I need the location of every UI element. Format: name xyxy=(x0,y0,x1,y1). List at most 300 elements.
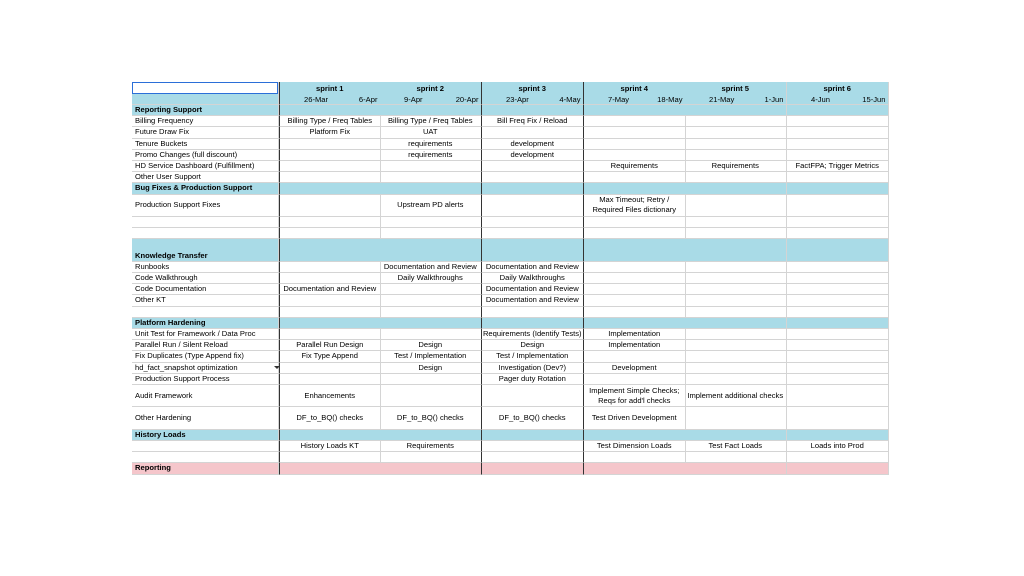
sprint-cell[interactable] xyxy=(279,318,381,329)
label-text: Bug Fixes & Production Support xyxy=(135,183,253,193)
sprint-start-date: 9-Apr xyxy=(404,95,423,104)
sprint-cell[interactable] xyxy=(584,351,686,362)
sprint-cell[interactable] xyxy=(380,217,482,228)
sprint-cell[interactable] xyxy=(380,284,482,295)
sprint-cell[interactable] xyxy=(482,284,584,295)
sprint-cell[interactable] xyxy=(482,307,584,318)
cell-text-line: DF_to_BQ() checks xyxy=(296,413,364,423)
sprint-cell[interactable] xyxy=(685,430,787,441)
cell-text xyxy=(482,139,583,149)
sprint-cell[interactable] xyxy=(380,363,482,374)
sprint-end-date: 15-Jun xyxy=(862,95,886,104)
cell-text-line: Test / Implementation xyxy=(394,351,467,361)
section-row xyxy=(132,430,892,441)
cell-text-line: Reqs for add'l checks xyxy=(598,395,671,405)
sprint-cell[interactable] xyxy=(482,239,584,261)
cell-text xyxy=(787,161,888,171)
sprint-end-date: 1-Jun xyxy=(764,95,784,104)
sprint-header-4 xyxy=(584,82,686,105)
sprint-cell[interactable] xyxy=(279,340,381,351)
cell-text-line: Documentation and Review xyxy=(485,261,579,271)
label-text xyxy=(135,228,278,238)
label-text: hd_fact_snapshot optimization xyxy=(135,362,238,372)
cell-text xyxy=(482,374,583,384)
cell-text xyxy=(482,116,583,126)
sprint-cell[interactable] xyxy=(279,228,381,239)
sprint-cell[interactable] xyxy=(787,127,889,138)
sprint-name: sprint 5 xyxy=(721,84,749,93)
sprint-cell[interactable] xyxy=(685,407,787,429)
sprint-cell[interactable] xyxy=(685,262,787,273)
sprint-cell[interactable] xyxy=(482,161,584,172)
cell-text-line: Documentation and Review xyxy=(485,295,579,305)
task-row xyxy=(132,374,892,385)
sprint-cell[interactable] xyxy=(685,273,787,284)
sprint-cell[interactable] xyxy=(685,217,787,228)
sprint-cell[interactable] xyxy=(685,452,787,463)
sprint-cell[interactable] xyxy=(787,139,889,150)
sprint-cell[interactable] xyxy=(482,385,584,407)
sprint-cell[interactable] xyxy=(685,139,787,150)
task-label[interactable] xyxy=(132,329,279,340)
sprint-cell[interactable] xyxy=(482,105,584,116)
task-label[interactable] xyxy=(132,150,279,161)
sprint-cell[interactable] xyxy=(685,340,787,351)
sprint-cell[interactable] xyxy=(279,441,381,452)
cell-text xyxy=(280,127,380,137)
section-label[interactable] xyxy=(132,183,279,194)
blank-row xyxy=(132,307,892,318)
label-text xyxy=(135,452,278,462)
cell-text xyxy=(584,195,685,216)
sprint-cell[interactable] xyxy=(584,385,686,407)
sprint-cell[interactable] xyxy=(279,407,381,429)
sprint-name: sprint 1 xyxy=(316,84,344,93)
task-label[interactable] xyxy=(132,307,279,318)
sprint-cell[interactable] xyxy=(380,183,482,194)
sprint-cell[interactable] xyxy=(279,239,381,261)
sprint-cell[interactable] xyxy=(685,161,787,172)
sprint-cell[interactable] xyxy=(482,262,584,273)
sprint-cell[interactable] xyxy=(380,262,482,273)
sprint-cell[interactable] xyxy=(584,463,686,474)
sprint-cell[interactable] xyxy=(584,273,686,284)
section-label[interactable] xyxy=(132,239,279,261)
label-text: Reporting xyxy=(135,463,171,473)
sprint-cell[interactable] xyxy=(482,318,584,329)
cell-text xyxy=(584,441,685,451)
cell-text xyxy=(380,150,481,160)
cell-text-line: Parallel Run Design xyxy=(296,340,364,350)
cell-text xyxy=(380,262,481,272)
section-label[interactable] xyxy=(132,463,279,474)
sprint-cell[interactable] xyxy=(482,430,584,441)
cell-text xyxy=(482,329,583,339)
sprint-cell[interactable] xyxy=(279,183,381,194)
sprint-start-date: 23-Apr xyxy=(506,95,529,104)
sprint-cell[interactable] xyxy=(685,105,787,116)
sprint-cell[interactable] xyxy=(482,351,584,362)
sprint-cell[interactable] xyxy=(685,385,787,407)
cell-text xyxy=(482,407,583,428)
sprint-cell[interactable] xyxy=(380,374,482,385)
sprint-cell[interactable] xyxy=(380,407,482,429)
sprint-cell[interactable] xyxy=(787,441,889,452)
task-label[interactable] xyxy=(132,351,279,362)
cell-text-line: Requirements (Identify Tests) xyxy=(482,329,582,339)
cell-text xyxy=(280,351,380,361)
label-text: HD Service Dashboard (Fulfillment) xyxy=(135,161,255,171)
sprint-cell[interactable] xyxy=(584,228,686,239)
sprint-cell[interactable] xyxy=(685,172,787,183)
sprint-cell[interactable] xyxy=(380,228,482,239)
sprint-cell[interactable] xyxy=(787,318,889,329)
task-label[interactable] xyxy=(132,273,279,284)
cell-text-line: Documentation and Review xyxy=(383,261,477,271)
sprint-cell[interactable] xyxy=(279,329,381,340)
sprint-cell[interactable] xyxy=(279,161,381,172)
sprint-cell[interactable] xyxy=(787,452,889,463)
sprint-cell[interactable] xyxy=(584,262,686,273)
sprint-cell[interactable] xyxy=(279,273,381,284)
sprint-cell[interactable] xyxy=(787,351,889,362)
sprint-cell[interactable] xyxy=(482,195,584,217)
sprint-cell[interactable] xyxy=(685,150,787,161)
sprint-cell[interactable] xyxy=(380,351,482,362)
sprint-cell[interactable] xyxy=(482,363,584,374)
label-text: Production Support Process xyxy=(135,373,230,383)
sprint-cell[interactable] xyxy=(380,239,482,261)
sprint-cell[interactable] xyxy=(584,127,686,138)
cell-text xyxy=(380,351,481,361)
sprint-cell[interactable] xyxy=(787,183,889,194)
blank-row xyxy=(132,217,892,228)
sprint-cell[interactable] xyxy=(380,172,482,183)
sprint-cell[interactable] xyxy=(787,463,889,474)
sprint-cell[interactable] xyxy=(787,239,889,261)
sprint-cell[interactable] xyxy=(482,452,584,463)
cell-text-line: Design xyxy=(418,340,443,350)
sprint-cell[interactable] xyxy=(685,239,787,261)
sprint-cell[interactable] xyxy=(482,172,584,183)
sprint-cell[interactable] xyxy=(482,295,584,306)
sprint-name: sprint 4 xyxy=(620,84,648,93)
sprint-cell[interactable] xyxy=(380,295,482,306)
sprint-cell[interactable] xyxy=(279,262,381,273)
sprint-cell[interactable] xyxy=(279,127,381,138)
cell-text xyxy=(584,407,685,428)
task-label[interactable] xyxy=(132,407,279,429)
sprint-cell[interactable] xyxy=(787,262,889,273)
sprint-cell[interactable] xyxy=(482,463,584,474)
sprint-cell[interactable] xyxy=(482,340,584,351)
task-label[interactable] xyxy=(132,374,279,385)
sprint-cell[interactable] xyxy=(787,228,889,239)
sprint-cell[interactable] xyxy=(482,407,584,429)
cell-text-line: Documentation and Review xyxy=(485,284,579,294)
task-label[interactable] xyxy=(132,195,279,217)
sprint-cell[interactable] xyxy=(787,385,889,407)
cell-text-line: UAT xyxy=(422,127,438,137)
sprint-cell[interactable] xyxy=(482,441,584,452)
cell-selection-box[interactable] xyxy=(132,82,278,94)
sprint-cell[interactable] xyxy=(279,452,381,463)
sprint-cell[interactable] xyxy=(380,150,482,161)
task-label[interactable] xyxy=(132,452,279,463)
sprint-cell[interactable] xyxy=(685,228,787,239)
cell-text xyxy=(584,340,685,350)
task-label[interactable] xyxy=(132,340,279,351)
sprint-cell[interactable] xyxy=(380,307,482,318)
sprint-cell[interactable] xyxy=(685,295,787,306)
sprint-cell[interactable] xyxy=(685,351,787,362)
sprint-cell[interactable] xyxy=(380,318,482,329)
task-label[interactable] xyxy=(132,172,279,183)
label-text: Production Support Fixes xyxy=(135,200,221,210)
cell-text-line: FactFPA; Trigger Metrics xyxy=(795,161,879,171)
name-box-cell[interactable] xyxy=(132,82,279,105)
sprint-cell[interactable] xyxy=(584,195,686,217)
sprint-cell[interactable] xyxy=(685,463,787,474)
sprint-cell[interactable] xyxy=(279,295,381,306)
cell-text-line: Max Timeout; Retry / xyxy=(599,195,670,205)
sprint-cell[interactable] xyxy=(787,374,889,385)
cell-text xyxy=(280,340,380,350)
sprint-cell[interactable] xyxy=(584,340,686,351)
sprint-cell[interactable] xyxy=(787,340,889,351)
sprint-cell[interactable] xyxy=(380,385,482,407)
sprint-cell[interactable] xyxy=(584,183,686,194)
sprint-cell[interactable] xyxy=(787,273,889,284)
sprint-cell[interactable] xyxy=(279,139,381,150)
sprint-cell[interactable] xyxy=(584,139,686,150)
sprint-cell[interactable] xyxy=(584,441,686,452)
sprint-cell[interactable] xyxy=(380,273,482,284)
sprint-cell[interactable] xyxy=(787,329,889,340)
sprint-cell[interactable] xyxy=(482,329,584,340)
sprint-cell[interactable] xyxy=(279,430,381,441)
sprint-cell[interactable] xyxy=(685,307,787,318)
sprint-cell[interactable] xyxy=(482,273,584,284)
sprint-cell[interactable] xyxy=(787,172,889,183)
cell-text-line: requirements xyxy=(408,138,453,148)
label-text: Future Draw Fix xyxy=(135,127,190,137)
task-row xyxy=(132,116,892,127)
sprint-cell[interactable] xyxy=(482,228,584,239)
sprint-cell[interactable] xyxy=(482,374,584,385)
cell-text-line: Billing Type / Freq Tables xyxy=(387,116,473,126)
sprint-cell[interactable] xyxy=(787,407,889,429)
cell-text xyxy=(380,273,481,283)
task-label[interactable] xyxy=(132,139,279,150)
cell-text-line: Design xyxy=(520,340,545,350)
sprint-cell[interactable] xyxy=(380,139,482,150)
sprint-cell[interactable] xyxy=(482,150,584,161)
cell-text xyxy=(482,363,583,373)
sprint-cell[interactable] xyxy=(380,127,482,138)
sprint-start-date: 26-Mar xyxy=(304,95,329,104)
cell-text xyxy=(482,262,583,272)
cell-text-line: Implement additional checks xyxy=(687,390,784,400)
sprint-cell[interactable] xyxy=(482,217,584,228)
sprint-cell[interactable] xyxy=(279,105,381,116)
sprint-cell[interactable] xyxy=(685,195,787,217)
sprint-cell[interactable] xyxy=(584,329,686,340)
sprint-cell[interactable] xyxy=(584,239,686,261)
sprint-cell[interactable] xyxy=(482,116,584,127)
sprint-cell[interactable] xyxy=(279,374,381,385)
sprint-cell[interactable] xyxy=(787,430,889,441)
sprint-cell[interactable] xyxy=(787,217,889,228)
section-label[interactable] xyxy=(132,430,279,441)
sprint-cell[interactable] xyxy=(279,217,381,228)
sprint-cell[interactable] xyxy=(787,363,889,374)
task-row xyxy=(132,195,892,217)
sprint-cell[interactable] xyxy=(584,407,686,429)
task-row xyxy=(132,363,892,374)
sprint-cell[interactable] xyxy=(584,217,686,228)
sprint-cell[interactable] xyxy=(380,116,482,127)
sprint-cell[interactable] xyxy=(787,116,889,127)
sprint-cell[interactable] xyxy=(380,452,482,463)
sprint-cell[interactable] xyxy=(787,150,889,161)
task-row xyxy=(132,407,892,429)
cell-text xyxy=(482,351,583,361)
sprint-cell[interactable] xyxy=(584,161,686,172)
sprint-cell[interactable] xyxy=(584,105,686,116)
task-label[interactable] xyxy=(132,161,279,172)
cell-text-line: requirements xyxy=(408,149,453,159)
cell-text-line: Fix Type Append xyxy=(301,351,358,361)
sprint-cell[interactable] xyxy=(584,307,686,318)
sprint-cell[interactable] xyxy=(279,195,381,217)
sprint-cell[interactable] xyxy=(685,284,787,295)
sprint-cell[interactable] xyxy=(584,116,686,127)
spreadsheet[interactable] xyxy=(132,82,892,496)
section-row xyxy=(132,318,892,329)
cell-text-line: Implementation xyxy=(608,340,661,350)
cell-text xyxy=(380,441,481,451)
sprint-cell[interactable] xyxy=(787,105,889,116)
task-label[interactable] xyxy=(132,385,279,407)
sprint-cell[interactable] xyxy=(482,127,584,138)
task-row xyxy=(132,150,892,161)
sprint-cell[interactable] xyxy=(584,318,686,329)
sprint-cell[interactable] xyxy=(584,150,686,161)
sprint-cell[interactable] xyxy=(380,430,482,441)
sprint-cell[interactable] xyxy=(279,363,381,374)
task-row xyxy=(132,441,892,452)
sprint-cell[interactable] xyxy=(279,150,381,161)
sprint-cell[interactable] xyxy=(380,195,482,217)
sprint-cell[interactable] xyxy=(279,351,381,362)
task-label[interactable] xyxy=(132,116,279,127)
sprint-header-3 xyxy=(482,82,584,105)
sprint-cell[interactable] xyxy=(787,161,889,172)
sprint-cell[interactable] xyxy=(787,195,889,217)
sprint-cell[interactable] xyxy=(482,139,584,150)
cell-text-line: Loads into Prod xyxy=(810,441,864,451)
cell-text xyxy=(280,441,380,451)
cell-text xyxy=(380,407,481,428)
cell-text xyxy=(584,363,685,373)
sprint-cell[interactable] xyxy=(380,161,482,172)
sprint-cell[interactable] xyxy=(584,172,686,183)
label-text: Reporting Support xyxy=(135,105,203,115)
task-label[interactable] xyxy=(132,262,279,273)
sprint-cell[interactable] xyxy=(685,183,787,194)
label-text: Knowledge Transfer xyxy=(135,250,208,260)
cell-text-line: Documentation and Review xyxy=(283,284,377,294)
sprint-cell[interactable] xyxy=(584,452,686,463)
cell-text xyxy=(482,295,583,305)
task-label[interactable] xyxy=(132,284,279,295)
sprint-cell[interactable] xyxy=(685,374,787,385)
task-label[interactable] xyxy=(132,363,279,374)
sprint-cell[interactable] xyxy=(787,284,889,295)
sprint-cell[interactable] xyxy=(279,307,381,318)
sprint-cell[interactable] xyxy=(279,172,381,183)
sprint-cell[interactable] xyxy=(380,463,482,474)
sprint-start-date: 21-May xyxy=(709,95,735,104)
sprint-cell[interactable] xyxy=(685,441,787,452)
sprint-cell[interactable] xyxy=(584,374,686,385)
label-text xyxy=(135,441,278,451)
cell-text xyxy=(280,385,380,406)
sprint-end-date: 6-Apr xyxy=(358,95,378,104)
sprint-cell[interactable] xyxy=(685,116,787,127)
sprint-cell[interactable] xyxy=(380,105,482,116)
sprint-cell[interactable] xyxy=(279,385,381,407)
sprint-cell[interactable] xyxy=(584,284,686,295)
cell-text-line: Requirements xyxy=(711,161,759,171)
sprint-cell[interactable] xyxy=(685,127,787,138)
sprint-cell[interactable] xyxy=(380,441,482,452)
cell-text-line: Bill Freq Fix / Reload xyxy=(497,116,568,126)
cell-text-line: Requirements xyxy=(406,441,454,451)
sprint-cell[interactable] xyxy=(482,183,584,194)
sprint-cell[interactable] xyxy=(787,307,889,318)
sprint-cell[interactable] xyxy=(279,284,381,295)
sprint-cell[interactable] xyxy=(584,295,686,306)
blank-row xyxy=(132,228,892,239)
cell-text-line: Required Files dictionary xyxy=(592,205,677,215)
cell-text xyxy=(280,407,380,428)
sprint-cell[interactable] xyxy=(685,329,787,340)
sprint-cell[interactable] xyxy=(380,329,482,340)
cell-text-line: Enhancements xyxy=(304,390,356,400)
sprint-cell[interactable] xyxy=(279,116,381,127)
task-label[interactable] xyxy=(132,295,279,306)
task-row xyxy=(132,340,892,351)
sprint-cell[interactable] xyxy=(685,318,787,329)
task-label[interactable] xyxy=(132,127,279,138)
sprint-name: sprint 3 xyxy=(518,84,546,93)
task-label[interactable] xyxy=(132,441,279,452)
task-label[interactable] xyxy=(132,217,279,228)
sprint-cell[interactable] xyxy=(787,295,889,306)
sprint-cell[interactable] xyxy=(584,363,686,374)
sprint-cell[interactable] xyxy=(279,463,381,474)
section-label[interactable] xyxy=(132,105,279,116)
sprint-cell[interactable] xyxy=(685,363,787,374)
label-text: Other KT xyxy=(135,295,166,305)
cell-text xyxy=(685,161,786,171)
task-label[interactable] xyxy=(132,228,279,239)
sprint-cell[interactable] xyxy=(380,340,482,351)
section-label[interactable] xyxy=(132,318,279,329)
sprint-cell[interactable] xyxy=(584,430,686,441)
